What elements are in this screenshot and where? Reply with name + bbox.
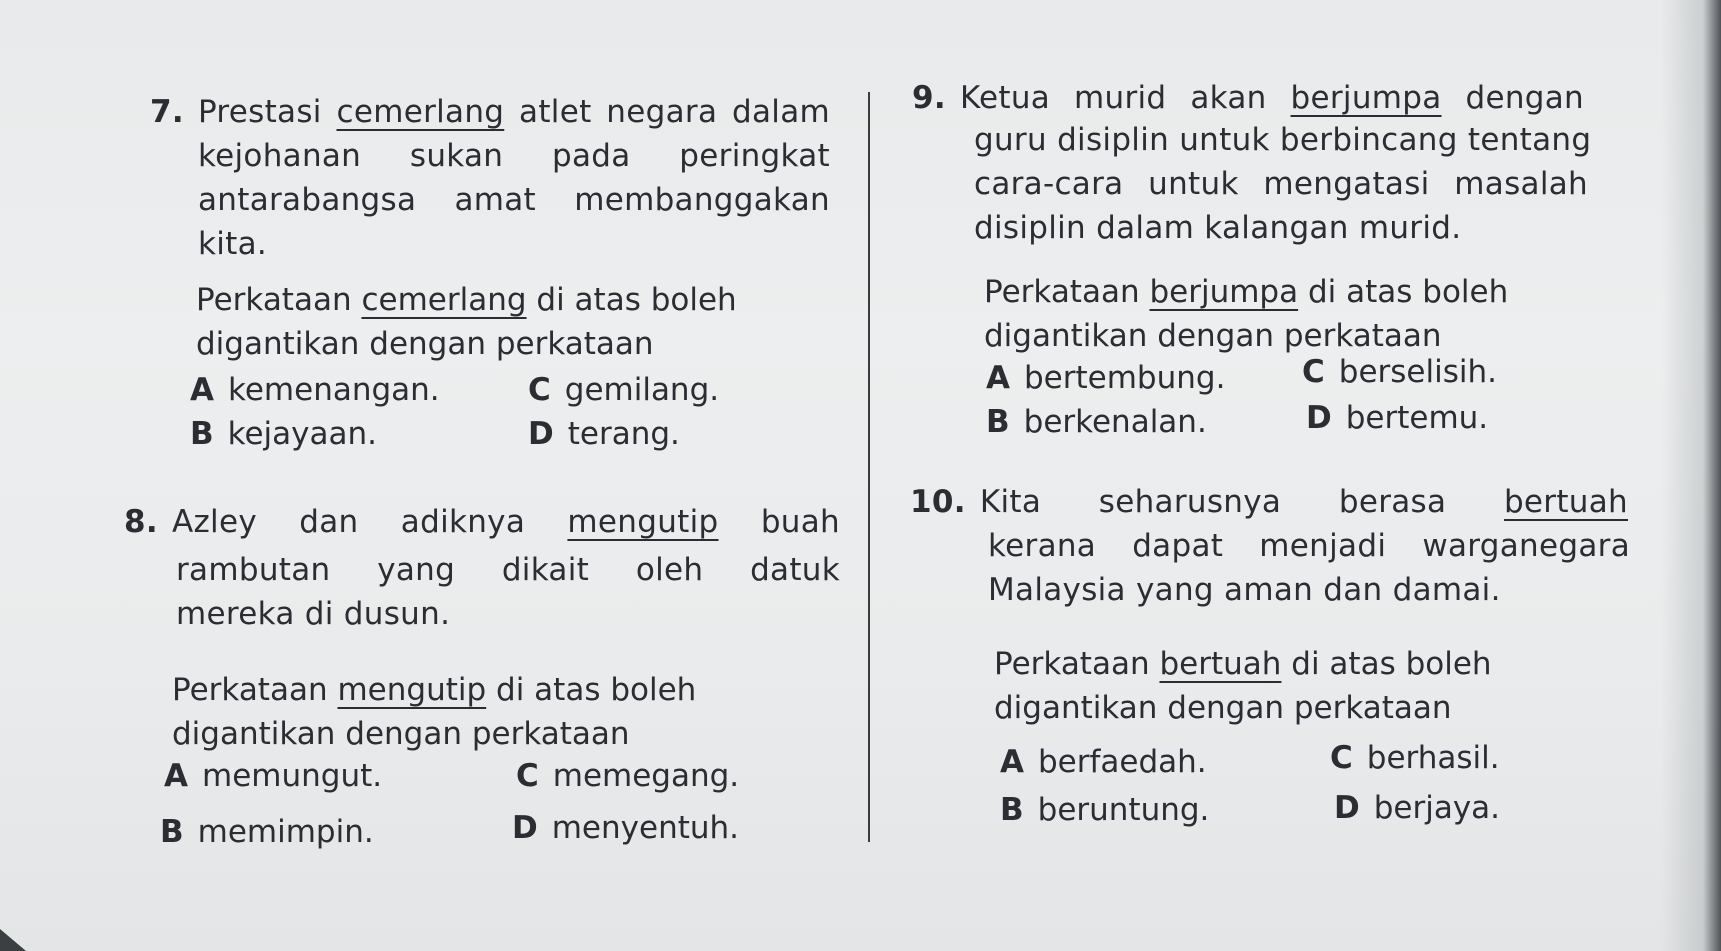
prompt-target-word: berjumpa (1149, 274, 1299, 310)
question-8-target-word: mengutip (567, 504, 719, 540)
question-7-text: Prestasi (197, 94, 337, 130)
option-10-d[interactable] (1334, 786, 1500, 830)
question-8-stem-cont (176, 548, 840, 636)
option-letter: C (1330, 740, 1353, 776)
option-text: gemilang. (564, 372, 720, 408)
option-text: kejayaan. (227, 416, 378, 452)
option-10-b[interactable] (1000, 788, 1209, 832)
prompt-target-word: bertuah (1159, 646, 1282, 682)
option-9-a[interactable] (986, 356, 1225, 400)
option-8-c[interactable] (516, 754, 739, 798)
option-letter: C (528, 372, 551, 408)
question-9-stem-cont (974, 118, 1592, 250)
page-edge-shadow (1661, 0, 1721, 951)
question-10-prompt-line-2: digantikan dengan perkataan (994, 690, 1452, 726)
option-letter: D (528, 416, 554, 452)
option-9-c[interactable] (1302, 350, 1497, 394)
option-letter: D (512, 810, 538, 846)
prompt-text: Perkataan (196, 282, 362, 318)
question-10-stem (910, 480, 1628, 524)
option-text: memegang. (552, 758, 740, 794)
option-text: terang. (567, 416, 680, 452)
option-text: beruntung. (1037, 792, 1210, 828)
question-8-prompt (172, 668, 696, 756)
question-9-number: 9. (912, 80, 946, 116)
option-text: kemenangan. (228, 372, 440, 408)
option-letter: C (1302, 354, 1325, 390)
question-10-prompt-line-1 (994, 642, 1492, 686)
question-7-prompt (196, 278, 737, 366)
question-9-line-1 (912, 76, 1584, 120)
option-text: berkenalan. (1023, 404, 1207, 440)
option-letter: D (1306, 400, 1332, 436)
question-7-prompt-line-2: digantikan dengan perkataan (196, 326, 654, 362)
question-7-number: 7. (150, 94, 184, 130)
option-text: memungut. (202, 758, 383, 794)
question-9-stem (912, 76, 1584, 120)
page-corner (0, 929, 26, 951)
prompt-text: Perkataan (984, 274, 1150, 310)
prompt-text: di atas boleh (1298, 274, 1509, 310)
option-9-d[interactable] (1306, 396, 1488, 440)
option-text: memimpin. (197, 814, 374, 850)
question-7-prompt-line-1 (196, 278, 737, 322)
question-8-line-3: mereka di dusun. (176, 596, 451, 632)
option-letter: A (190, 372, 214, 408)
question-9-target-word: berjumpa (1290, 80, 1442, 116)
option-text: menyentuh. (551, 810, 740, 846)
question-8-line-1 (124, 500, 840, 544)
option-letter: B (160, 814, 184, 850)
question-8-number: 8. (124, 504, 158, 540)
question-10-line-3: Malaysia yang aman dan damai. (988, 572, 1501, 608)
question-9-text: dengan (1441, 80, 1584, 116)
option-letter: A (164, 758, 188, 794)
question-8-stem (124, 500, 840, 544)
question-9-text: Ketua murid akan (959, 80, 1291, 116)
prompt-text: di atas boleh (526, 282, 737, 318)
option-8-a[interactable] (164, 754, 382, 798)
option-letter: B (986, 404, 1010, 440)
option-text: berhasil. (1366, 740, 1500, 776)
prompt-text: di atas boleh (1281, 646, 1492, 682)
question-7-line-3: antarabangsa amat membanggakan (198, 182, 830, 218)
question-7-line-4: kita. (198, 226, 268, 262)
question-8-text: Azley dan adiknya (171, 504, 568, 540)
question-9-prompt (984, 270, 1508, 358)
question-8-line-2: rambutan yang dikait oleh datuk (176, 552, 840, 588)
option-text: bertembung. (1024, 360, 1226, 396)
column-divider (868, 92, 870, 842)
question-9-line-2: guru disiplin untuk berbincang tentang (974, 122, 1592, 158)
question-10-prompt (994, 642, 1492, 730)
option-text: bertemu. (1345, 400, 1489, 436)
option-7-c[interactable] (528, 368, 719, 412)
option-letter: A (1000, 744, 1024, 780)
prompt-target-word: cemerlang (361, 282, 527, 318)
option-text: berselisih. (1338, 354, 1497, 390)
prompt-text: di atas boleh (486, 672, 697, 708)
option-letter: B (190, 416, 214, 452)
question-10-line-1 (910, 480, 1628, 524)
question-7-target-word: cemerlang (336, 94, 505, 130)
prompt-text: Perkataan (994, 646, 1160, 682)
question-7-line-1 (150, 90, 830, 134)
prompt-text: Perkataan (172, 672, 338, 708)
question-10-stem-cont (988, 524, 1630, 612)
option-7-d[interactable] (528, 412, 680, 456)
prompt-target-word: mengutip (337, 672, 487, 708)
option-letter: B (1000, 792, 1024, 828)
question-8-text: buah (718, 504, 840, 540)
option-7-a[interactable] (190, 368, 440, 412)
question-10-number: 10. (910, 484, 966, 520)
option-10-a[interactable] (1000, 740, 1207, 784)
question-9-line-3: cara-cara untuk mengatasi masalah (974, 166, 1588, 202)
question-8-prompt-line-2: digantikan dengan perkataan (172, 716, 630, 752)
question-7-text: atlet negara dalam (504, 94, 830, 130)
option-letter: A (986, 360, 1010, 396)
question-7-stem-cont (198, 134, 830, 266)
option-text: berjaya. (1373, 790, 1501, 826)
option-text: berfaedah. (1038, 744, 1207, 780)
option-8-b[interactable] (160, 810, 374, 854)
option-letter: D (1334, 790, 1360, 826)
question-10-target-word: bertuah (1503, 484, 1628, 520)
option-8-d[interactable] (512, 806, 739, 850)
question-9-prompt-line-1 (984, 270, 1508, 314)
option-7-b[interactable] (190, 412, 377, 456)
option-letter: C (516, 758, 539, 794)
option-10-c[interactable] (1330, 736, 1500, 780)
question-9-prompt-line-2: digantikan dengan perkataan (984, 318, 1442, 354)
question-7-stem (150, 90, 830, 134)
question-10-line-2: kerana dapat menjadi warganegara (988, 528, 1630, 564)
option-9-b[interactable] (986, 400, 1207, 444)
question-7-line-2: kejohanan sukan pada peringkat (198, 138, 830, 174)
question-8-prompt-line-1 (172, 668, 696, 712)
question-10-text: Kita seharusnya berasa (979, 484, 1504, 520)
question-9-line-4: disiplin dalam kalangan murid. (974, 210, 1462, 246)
